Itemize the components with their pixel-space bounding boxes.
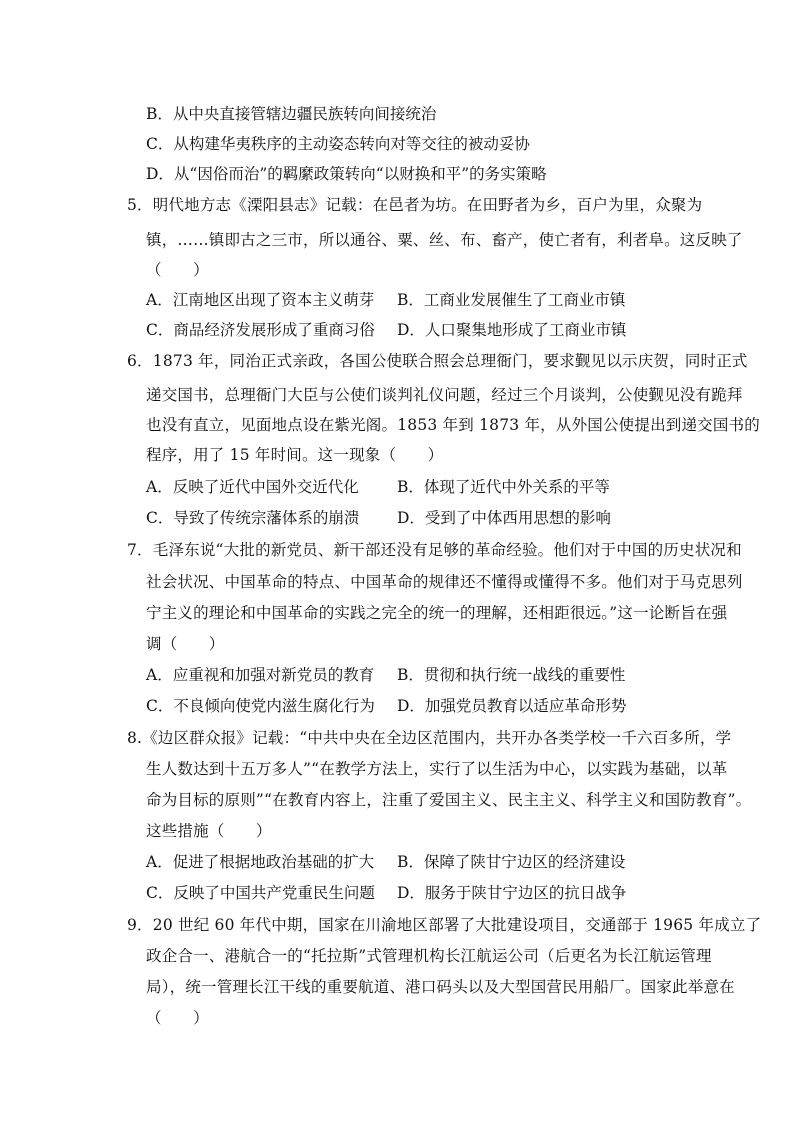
- q4-option-c: C．从构建华夷秩序的主动姿态转向对等交往的被动妥协: [146, 135, 530, 153]
- q5-option-d: D．人口聚集地形成了工商业市镇: [397, 321, 627, 339]
- q5-option-b: B．工商业发展催生了工商业市镇: [397, 291, 626, 309]
- q5-option-a: A．江南地区出现了资本主义萌芽: [146, 291, 375, 309]
- q6-stem-line-3: 也没有直立，见面地点设在紫光阁。1853 年到 1873 年，从外国公使提出到递交国书的: [146, 416, 760, 434]
- q8-stem-line-2: 生人数达到十五万多人”“在教学方法上，实行了以生活为中心，以实践为基础，以革: [146, 760, 728, 778]
- q6-stem-line-2: 递交国书，总理衙门大臣与公使们谈判礼仪问题，经过三个月谈判，公使觐见没有跪拜: [146, 386, 743, 404]
- q5-stem-line-3: （ ）: [146, 261, 209, 279]
- q9-stem-line-3: 局），统一管理长江干线的重要航道、港口码头以及大型国营民用船厂。国家此举意在: [146, 978, 735, 996]
- q7-stem-line-1: 7．毛泽东说“大批的新党员、新干部还没有足够的革命经验。他们对于中国的历史状况和: [127, 541, 742, 559]
- q6-option-a: A．反映了近代中国外交近代化: [146, 478, 359, 496]
- q4-option-b: B．从中央直接管辖边疆民族转向间接统治: [146, 105, 437, 123]
- q7-option-c: C．不良倾向使党内滋生腐化行为: [146, 697, 375, 715]
- q9-stem-line-2: 政企合一、港航合一的“托拉斯”式管理机构长江航运公司（后更名为长江航运管理: [146, 947, 712, 965]
- q7-option-b: B．贯彻和执行统一战线的重要性: [397, 666, 626, 684]
- q5-stem-line-2: 镇，……镇即古之三市，所以通谷、粟、丝、布、畜产，使亡者有，利者阜。这反映了: [146, 231, 743, 249]
- q6-option-d: D．受到了中体西用思想的影响: [397, 509, 611, 527]
- q9-stem-line-1: 9．20 世纪 60 年代中期，国家在川渝地区部署了大批建设项目，交通部于 1965 年成立了: [127, 916, 762, 934]
- q8-option-d: D．服务于陕甘宁边区的抗日战争: [397, 884, 627, 902]
- q6-option-c: C．导致了传统宗藩体系的崩溃: [146, 509, 360, 527]
- q8-option-c: C．反映了中国共产党重民生问题: [146, 884, 375, 902]
- q7-stem-line-3: 宁主义的理论和中国革命的实践之完全的统一的理解，还相距很远。”这一论断旨在强: [146, 604, 728, 622]
- q6-stem-line-4: 程序，用了 15 年时间。这一现象（ ）: [146, 446, 444, 464]
- q8-stem-line-4: 这些措施（ ）: [146, 822, 272, 840]
- q8-option-b: B．保障了陕甘宁边区的经济建设: [397, 853, 626, 871]
- q8-stem-line-1: 8.《边区群众报》记载：“中共中央在全边区范围内，共开办各类学校一千六百多所，学: [127, 729, 732, 747]
- q9-stem-line-4: （ ）: [146, 1009, 209, 1027]
- q5-option-c: C．商品经济发展形成了重商习俗: [146, 321, 375, 339]
- q5-stem-line-1: 5．明代地方志《溧阳县志》记载：在邑者为坊。在田野者为乡，百户为里，众聚为: [127, 196, 703, 214]
- q8-stem-line-3: 命为目标的原则”“在教育内容上，注重了爱国主义、民主主义、科学主义和国防教育”。: [146, 791, 752, 809]
- q7-stem-line-2: 社会状况、中国革命的特点、中国革命的规律还不懂得或懂得不多。他们对于马克思列: [146, 573, 743, 591]
- q6-option-b: B．体现了近代中外关系的平等: [397, 478, 610, 496]
- q7-stem-line-4: 调（ ）: [146, 635, 225, 653]
- q7-option-a: A．应重视和加强对新党员的教育: [146, 666, 375, 684]
- q8-option-a: A．促进了根据地政治基础的扩大: [146, 853, 375, 871]
- q4-option-d: D．从“因俗而治”的羁縻政策转向“以财换和平”的务实策略: [146, 165, 547, 183]
- q7-option-d: D．加强党员教育以适应革命形势: [397, 697, 627, 715]
- q6-stem-line-1: 6．1873 年，同治正式亲政，各国公使联合照会总理衙门，要求觐见以示庆贺，同时正式: [127, 352, 748, 370]
